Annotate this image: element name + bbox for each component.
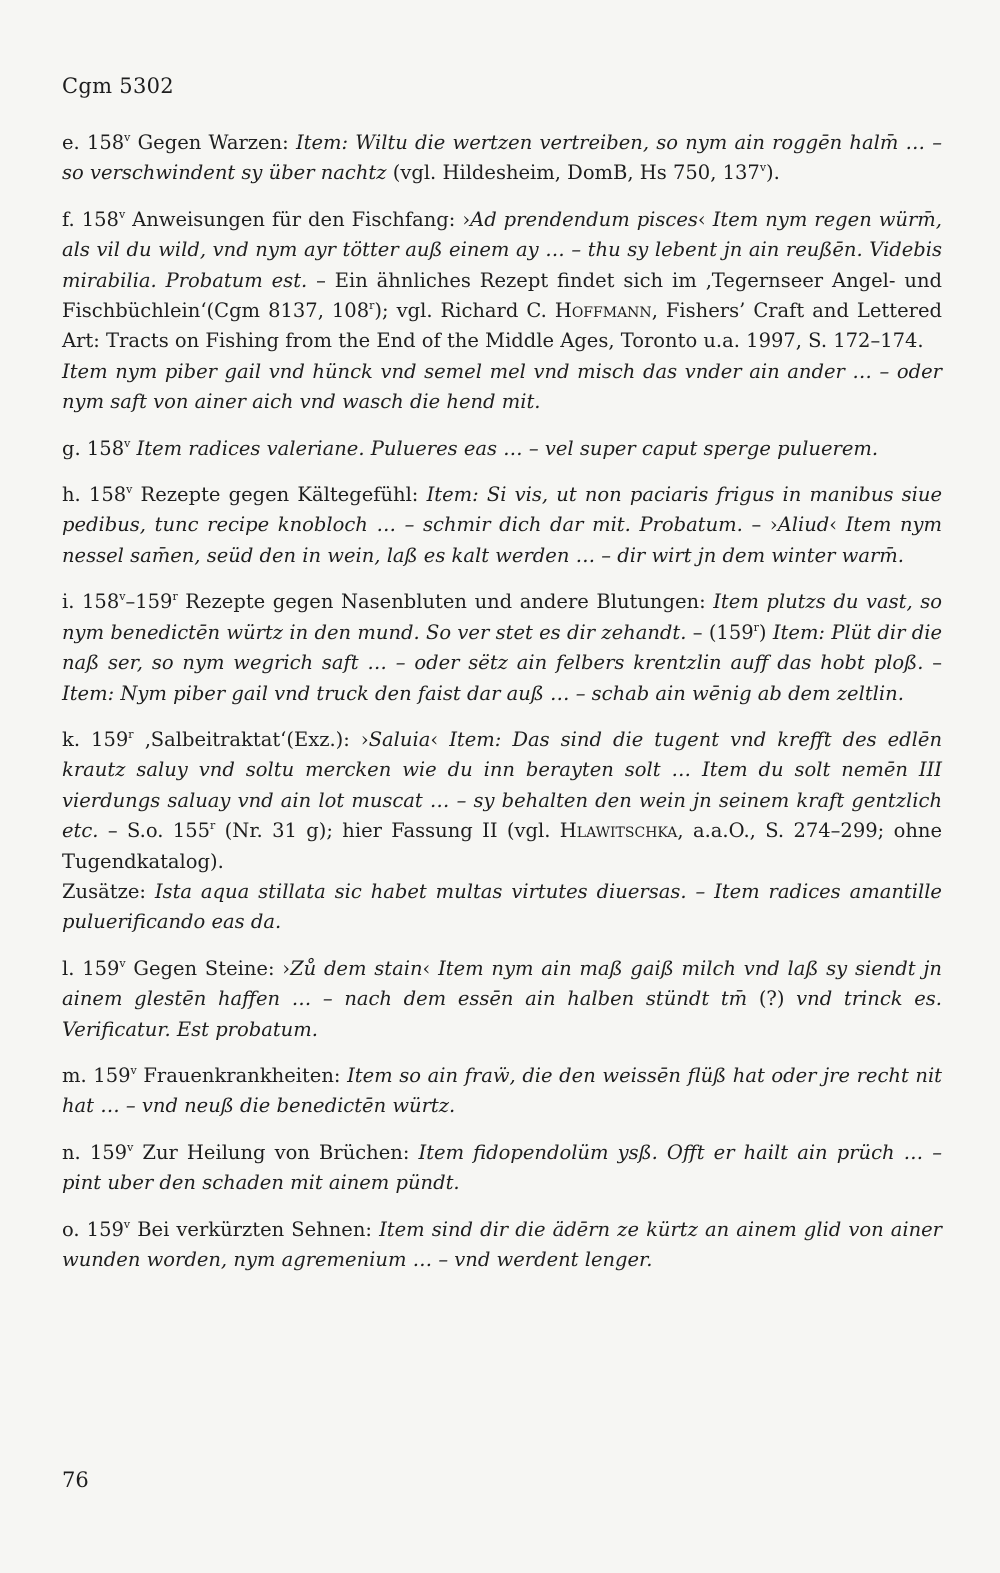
entry-text: ). — [766, 161, 780, 185]
entry-text: Anweisungen für den Fischfang: › — [125, 207, 471, 231]
entry-text: ‹ — [697, 207, 713, 231]
folio-side: v — [126, 483, 133, 497]
entry-text: –159 — [125, 590, 173, 614]
folio-side: v — [759, 161, 767, 175]
entry-text: – › — [742, 513, 778, 537]
author-name: Hlawitschka — [559, 819, 678, 843]
quoted-incipit: Item nym ain maß gaiß milch vnd laß sy siendt jn ainem glestēn haffen … – nach dem essēn ain halben stündt tm̄ — [62, 956, 942, 1011]
entry-text: ‹ — [422, 956, 439, 980]
quoted-incipit: Item: Wiltu die wertzen vertreiben, so nym ain roggēn halm̄ … – so verschwindent sy über nachtz — [62, 131, 942, 185]
entry-h — [62, 480, 942, 571]
folio-side: v — [124, 131, 131, 144]
entry-text: ‚Salbeitraktat‘(Exz.): › — [133, 727, 369, 751]
entry-text: Frauenkrankheiten: — [136, 1063, 348, 1087]
quoted-incipit: Item so ain fraẅ, die den weissēn flüß hat oder jre recht nit hat … – vnd neuß die benedictēn würtz. — [62, 1063, 943, 1118]
entry-l — [62, 954, 942, 1045]
rubric: Saluia — [368, 727, 431, 751]
quoted-incipit: Item: Das sind die tugent vnd krefft des edlēn krautz saluy vnd soltu mercken wie du inn berayten solt … Item du solt nemēn III vierdungs saluay vnd ain lot muscat … – sy behalten den wein jn seinem kraft gentzlich etc. — [62, 727, 943, 843]
folio-side: r — [210, 819, 216, 833]
catalog-entries — [62, 128, 942, 1291]
entry-label: k. 159 — [62, 727, 129, 751]
entry-o — [62, 1215, 942, 1276]
entry-text: (?) — [747, 987, 797, 1011]
author-name: Hoffmann — [554, 299, 652, 323]
entry-label: n. 159 — [62, 1140, 128, 1164]
entry-text: Zur Heilung von Brüchen: — [133, 1140, 419, 1164]
folio-side: v — [130, 1063, 137, 1077]
page-number: 76 — [62, 1468, 89, 1492]
entry-text: (vgl. Hildesheim, DomB, Hs 750, 137 — [386, 161, 760, 185]
entry-text: , a.a.O., S. 274–299; ohne Tugendkatalog). — [62, 819, 942, 873]
entry-text: Gegen Steine: › — [125, 956, 291, 980]
entry-label: m. 159 — [62, 1063, 131, 1087]
folio-side: r — [172, 590, 178, 604]
running-header: Cgm 5302 — [62, 74, 174, 98]
entry-text: ) — [758, 620, 773, 644]
entry-text: – — [923, 651, 942, 675]
rubric: Aliud — [777, 513, 830, 537]
quoted-incipit: Item: Nym piber gail vnd truck den faist dar auß … – schab ain wēnig ab dem zeltlin. — [62, 681, 904, 705]
entry-text: ‹ — [829, 513, 846, 537]
quoted-incipit: vnd trinck es. Verificatur. Est probatum. — [62, 987, 942, 1041]
quoted-incipit: Item nym nessel sam̄en, seüd den in wein, laß es kalt werden … – dir wirt jn dem winter warm̄. — [62, 513, 943, 567]
quoted-incipit: Item nym piber gail vnd hünck vnd semel mel vnd misch das vnder ain ander … – oder nym saft von ainer aich vnd wasch die hend mit. — [62, 359, 942, 414]
entry-text: (Nr. 31 g); hier Fassung II (vgl. — [215, 819, 560, 843]
quoted-incipit: Ista aqua stillata sic habet multas virtutes diuersas. – Item radices amantille puluerificando eas da. — [62, 879, 942, 934]
entry-label: g. 158 — [62, 436, 125, 460]
entry-k — [62, 725, 942, 938]
folio-side: r — [753, 620, 759, 634]
folio-side: v — [123, 1217, 131, 1231]
folio-side: v — [118, 207, 126, 221]
entry-label: h. 158 — [62, 483, 127, 507]
entry-label: e. 158 — [62, 131, 125, 154]
quoted-incipit: Item sind dir die ädērn ze kürtz an ainem glid von ainer wunden worden, nym agremenium … – vnd werdent lenger. — [62, 1217, 942, 1271]
quoted-incipit: Item: Si vis, ut non paciaris frigus in manibus siue pedibus, tunc recipe knobloch … – schmir dich dar mit. Probatum. — [62, 483, 942, 537]
entry-text: Zusätze: — [62, 879, 155, 903]
entry-i — [62, 587, 942, 709]
folio-side: v — [127, 1140, 134, 1154]
quoted-incipit: Item fidopendolüm ysß. Offt er hailt ain prüch … – pint uber den schaden mit ainem pündt. — [62, 1140, 942, 1195]
quoted-incipit: Item: Plüt dir die naß ser, so nym wegrich saft … – oder sëtz ain felbers krentzlin auff das hobt ploß. — [62, 620, 942, 675]
entry-g — [62, 434, 942, 464]
folio-side: v — [124, 436, 131, 450]
rubric: Ad prendendum pisces — [470, 207, 698, 231]
entry-text: – S.o. 155 — [98, 819, 211, 843]
entry-n — [62, 1138, 942, 1199]
entry-text: Bei verkürzten Sehnen: — [130, 1217, 380, 1241]
entry-text: ‹ — [430, 727, 450, 751]
entry-label: i. 158 — [62, 590, 120, 614]
entry-m — [62, 1061, 942, 1122]
entry-e — [62, 128, 942, 189]
entry-label: l. 159 — [62, 956, 120, 980]
rubric: Zů dem stain — [290, 956, 423, 980]
entry-text: ); vgl. Richard C. — [374, 299, 555, 323]
folio-side: r — [128, 727, 134, 741]
entry-label: o. 159 — [62, 1217, 124, 1241]
folio-side: v — [119, 590, 126, 604]
entry-label: f. 158 — [62, 207, 119, 231]
entry-text: Rezepte gegen Nasenbluten und andere Blutungen: — [177, 590, 714, 614]
entry-text: – (159 — [686, 620, 754, 644]
folio-side: r — [369, 299, 375, 313]
entry-text: Rezepte gegen Kältegefühl: — [132, 483, 427, 507]
quoted-incipit: Item radices valeriane. Pulueres eas … – vel super caput sperge puluerem. — [136, 436, 879, 460]
entry-f — [62, 205, 942, 418]
quoted-incipit: Item plutzs du vast, so nym benedictēn würtz in den mund. So ver stet es dir zehandt. — [62, 590, 943, 644]
quoted-incipit: Item nym regen würm̄, als vil du wild, vnd nym ayr tötter auß einem ay … – thu sy lebent jn ain reußēn. Videbis mirabilia. Probatum est. — [62, 207, 943, 292]
entry-text: Gegen Warzen: — [130, 131, 296, 154]
entry-text: , Fishers’ Craft and Lettered Art: Tracts on Fishing from the End of the Middle Ages, Toronto u.a. 1997, S. 172–174. — [62, 299, 942, 353]
folio-side: v — [119, 956, 126, 970]
entry-text: – Ein ähnliches Rezept findet sich im ‚Tegernseer Angel- und Fischbüchlein‘(Cgm 8137, 108 — [62, 268, 942, 323]
